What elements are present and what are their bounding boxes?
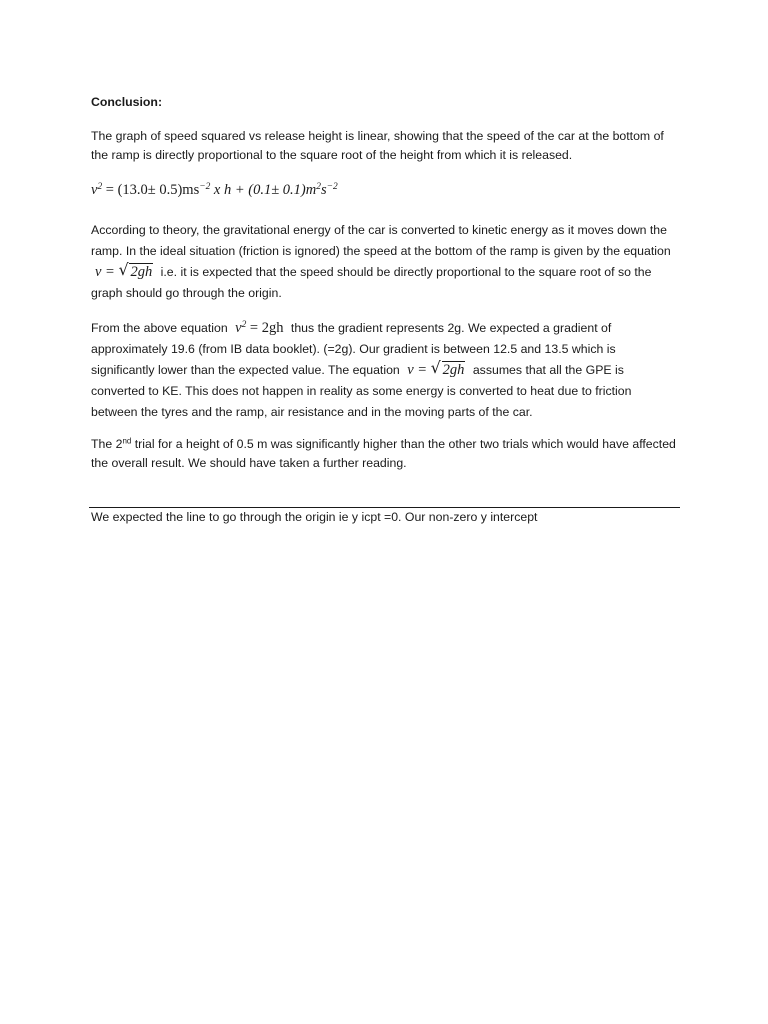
paragraph-second-trial: [91, 435, 681, 473]
theory-text-a: According to theory, the gravitational energy of the car is converted to kinetic energy as it moves down the ramp. In the ideal situation (friction is ignored) the speed at the bottom of the ramp is given by the equation: [91, 223, 671, 258]
eq-v: v: [235, 320, 242, 336]
ordinal-suffix: nd: [122, 436, 132, 446]
eq-s-exponent: −2: [326, 181, 338, 192]
equation-v-sqrt-2gh: [95, 262, 153, 283]
eq-intercept-term: x h + (0.1± 0.1)m: [213, 182, 317, 198]
eq-radicand: 2gh: [442, 362, 465, 378]
theory-text-b: i.e. it is expected that the speed should be directly proportional to the square root of so the graph should go through the origin.: [91, 265, 652, 300]
trial-text-a: The 2: [91, 437, 123, 451]
eq-lhs: v =: [407, 362, 428, 378]
paragraph-theory: [91, 220, 681, 304]
gradient-text-c: assumes that all the GPE is converted to KE. This does not happen in reality as some energy is converted to heat due to friction between the tyres and the ramp, air resistance and in the moving parts of the car.: [91, 363, 632, 419]
eq-ms-exponent: −2: [199, 181, 211, 192]
eq-v-exponent: 2: [97, 181, 103, 192]
trial-text-b: trial for a height of 0.5 m was significantly higher than the other two trials which would have affected the overall result. We should have taken a further reading.: [91, 437, 676, 470]
eq-gradient-term: = (13.0± 0.5)ms: [102, 182, 200, 198]
equation-v-sqrt-2gh-2: [407, 360, 465, 381]
heading-conclusion: Conclusion:: [91, 95, 163, 109]
eq-v: v: [91, 182, 98, 198]
eq-lhs: v =: [95, 264, 115, 280]
eq-radicand: 2gh: [130, 264, 153, 280]
eq-m-exponent: 2: [316, 181, 321, 192]
eq-s: s: [320, 182, 327, 198]
equation-v2-2gh: [235, 318, 283, 339]
paragraph-gradient: [91, 318, 681, 423]
sqrt-symbol: √ 2gh: [118, 260, 153, 280]
gradient-text-a: From the above equation: [91, 321, 228, 335]
paragraph-graph-linear: The graph of speed squared vs release height is linear, showing that the speed of the car at the bottom of the ramp is directly proportional to the square root of the height from which it is released.: [91, 129, 664, 162]
gradient-text-b: thus the gradient represents 2g. We expected a gradient of approximately 19.6 (from IB data booklet). (=2g). Our gradient is between 12.5 and 13.5 which is significantly lower than the expected value. The equation: [91, 321, 616, 377]
eq-exponent: 2: [241, 319, 247, 330]
sqrt-symbol: √ 2gh: [430, 358, 465, 378]
eq-rhs: = 2gh: [246, 320, 284, 336]
equation-fit-line: [91, 181, 681, 200]
footer-note: We expected the line to go through the origin ie y icpt =0. Our non-zero y intercept: [91, 510, 538, 524]
